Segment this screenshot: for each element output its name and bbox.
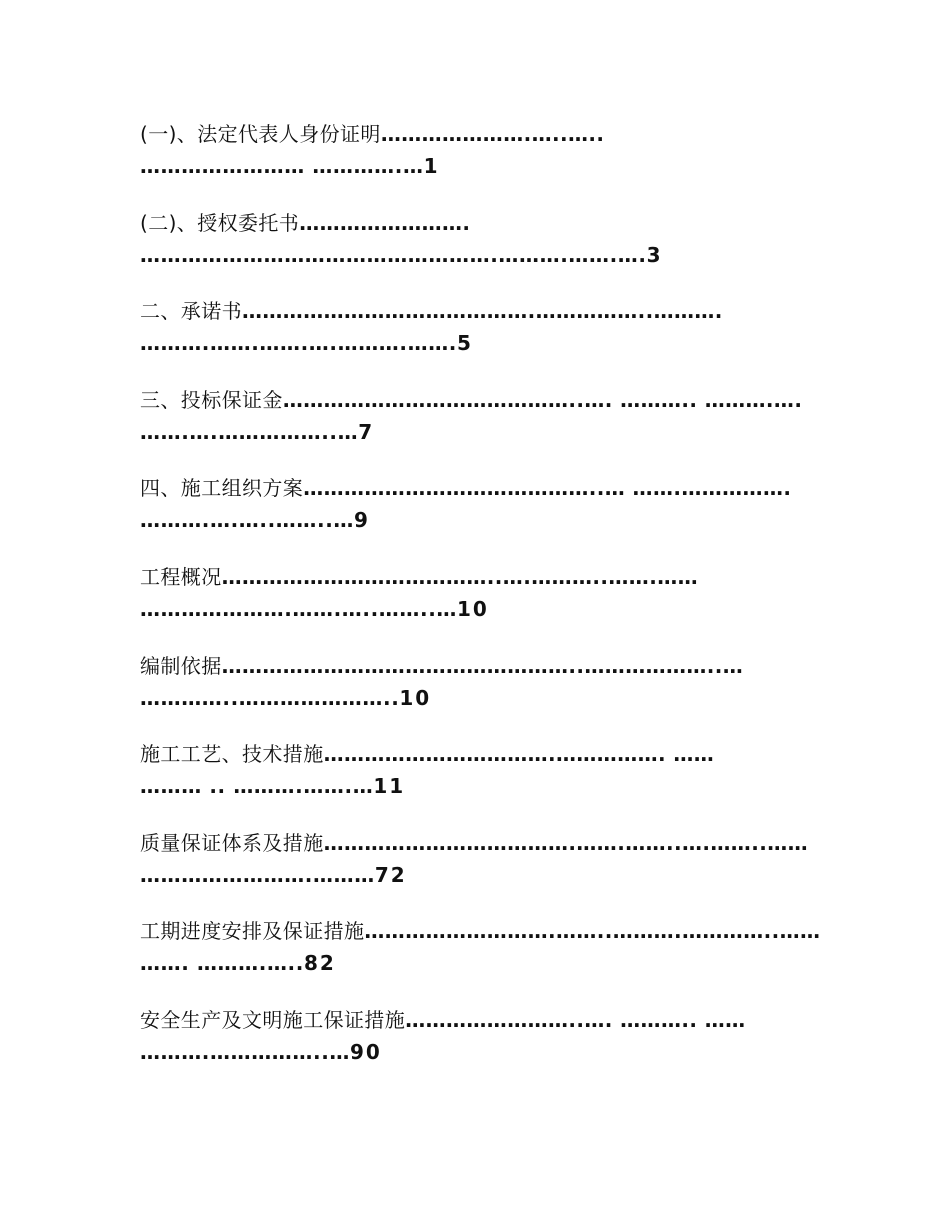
- toc-entry[interactable]: [140, 384, 830, 473]
- toc-entry[interactable]: [140, 118, 830, 207]
- toc-page-number: 7: [358, 419, 375, 444]
- toc-leader-dots: ……….……………..…: [140, 1039, 350, 1064]
- toc-entry-line-1: [140, 1004, 830, 1036]
- toc-leader-dots: …………………………………….……………..……….: [242, 299, 723, 324]
- toc-entry-line-2: [140, 593, 830, 625]
- toc-entry-line-1: [140, 295, 830, 327]
- toc-entry-line-1: [140, 561, 830, 593]
- toc-entry-line-2: [140, 327, 830, 359]
- toc-entry-title: (二)、授权委托书: [140, 210, 300, 235]
- toc-entry[interactable]: [140, 738, 830, 827]
- toc-leader-dots: ……………………………………..… …….…………….: [303, 476, 792, 501]
- toc-leader-dots: ……………………………………..…. ……….. ……….….: [282, 387, 803, 412]
- toc-leader-dots: …………………………….……………. ……: [323, 742, 715, 767]
- toc-entry-line-1: [140, 827, 830, 859]
- toc-page-number: 3: [646, 242, 663, 267]
- toc-entry-title: 编制依据: [140, 653, 222, 678]
- toc-leader-dots: ……. ……….…..: [140, 951, 304, 976]
- toc-entry[interactable]: [140, 295, 830, 384]
- toc-leader-dots: ……………………..…. ……….. ……: [405, 1007, 746, 1032]
- toc-leader-dots: ……… .. ……….…….…: [140, 774, 374, 799]
- toc-entry-title: (一)、法定代表人身份证明: [140, 122, 381, 146]
- toc-page-number: 11: [373, 774, 406, 799]
- toc-entry-line-1: [140, 118, 830, 150]
- toc-entry[interactable]: [140, 827, 830, 916]
- toc-entry-line-2: [140, 504, 830, 536]
- toc-leader-dots: …………………….………: [140, 862, 375, 887]
- toc-entry[interactable]: [140, 1004, 830, 1093]
- toc-entry-line-1: [140, 472, 830, 504]
- toc-entry[interactable]: [140, 472, 830, 561]
- toc-leader-dots: ……….….…..……..…: [140, 508, 354, 533]
- toc-entry-line-2: [140, 150, 830, 182]
- toc-entry-line-1: [140, 915, 830, 947]
- toc-entry-title: 三、投标保证金: [140, 387, 283, 412]
- toc-entry-line-1: [140, 738, 830, 770]
- toc-leader-dots: ………………….…..…..: [380, 122, 605, 146]
- toc-entry-line-2: [140, 1036, 830, 1068]
- toc-page-number: 82: [303, 951, 336, 976]
- toc-entry-line-2: [140, 770, 830, 802]
- toc-entry-line-2: [140, 682, 830, 714]
- toc-page-number: 90: [350, 1039, 382, 1064]
- toc-entry-title: 二、承诺书: [140, 299, 242, 324]
- toc-entry-line-2: [140, 416, 830, 448]
- toc-entry-line-2: [140, 239, 830, 271]
- toc-entry-line-2: [140, 947, 830, 979]
- toc-leader-dots: ………………….…….…..……..…: [140, 596, 457, 621]
- toc-entry[interactable]: [140, 561, 830, 650]
- toc-page-number: 1: [423, 154, 440, 178]
- toc-entry-title: 四、施工组织方案: [140, 476, 304, 501]
- toc-entry-line-1: [140, 650, 830, 682]
- toc-leader-dots: …………………………………..….………..…….……: [221, 564, 698, 589]
- toc-entry[interactable]: [140, 915, 830, 1004]
- toc-leader-dots: ……………………….……..……….…………..……: [364, 919, 821, 944]
- toc-entry[interactable]: [140, 650, 830, 739]
- toc-entry-line-1: [140, 384, 830, 416]
- toc-leader-dots: …………………………………………….……….…….….: [140, 242, 647, 267]
- toc-entry-line-1: [140, 207, 830, 239]
- toc-leader-dots: …….….……………..…: [140, 419, 359, 444]
- toc-leader-dots: ……………………………….…….……..….……..……: [323, 830, 808, 855]
- toc-leader-dots: …………..…………………..: [140, 685, 400, 710]
- toc-page-number: 5: [457, 331, 473, 356]
- toc-entry-title: 施工工艺、技术措施: [140, 742, 324, 767]
- toc-page-number: 10: [457, 596, 489, 621]
- toc-page-number: 10: [399, 685, 432, 710]
- toc-entry-title: 工程概况: [140, 564, 222, 589]
- toc-entry-line-2: [140, 859, 830, 891]
- table-of-contents: [140, 118, 830, 1093]
- toc-leader-dots: …………………….: [299, 210, 471, 235]
- toc-page-number: 72: [374, 862, 407, 887]
- toc-entry-title: 工期进度安排及保证措施: [140, 919, 365, 944]
- toc-leader-dots: ……………………………………………..………………..…: [221, 653, 744, 678]
- toc-leader-dots: …………………… ………….…: [140, 154, 424, 178]
- toc-entry[interactable]: [140, 207, 830, 296]
- toc-page-number: 9: [354, 508, 370, 533]
- toc-entry-title: 安全生产及文明施工保证措施: [140, 1007, 406, 1032]
- toc-leader-dots: ……….…….…….….……….…….: [140, 331, 457, 356]
- toc-entry-title: 质量保证体系及措施: [140, 830, 324, 855]
